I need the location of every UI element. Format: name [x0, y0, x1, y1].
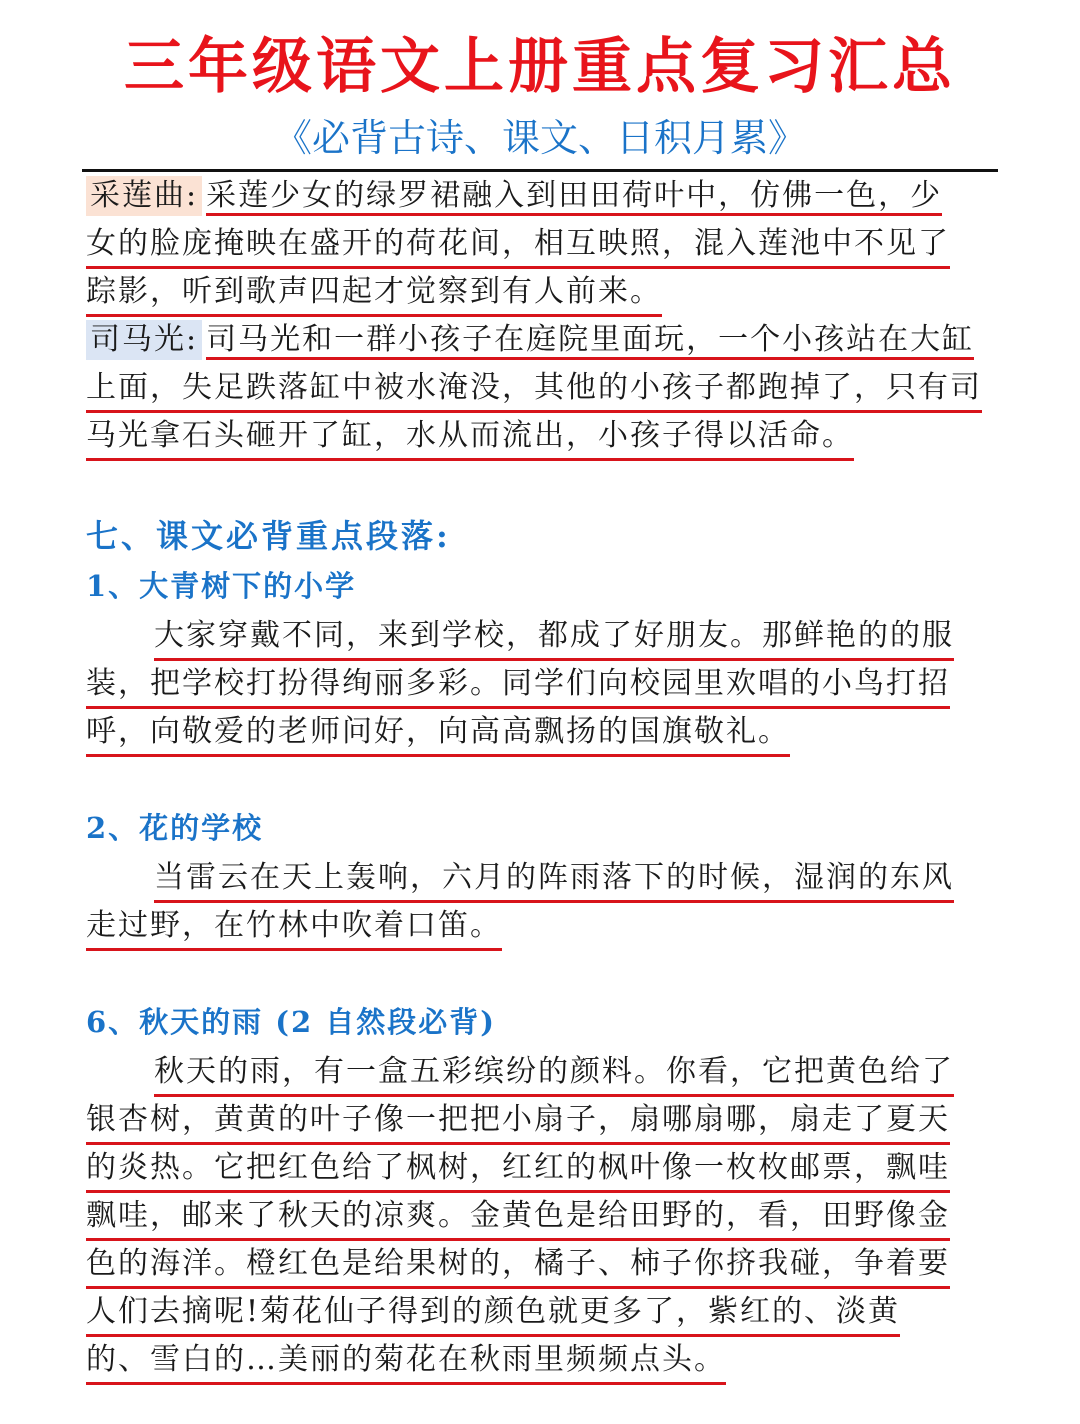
passage-line: 大家穿戴不同，来到学校，都成了好朋友。那鲜艳的的服 [154, 616, 954, 661]
passage-line: 飘哇，邮来了秋天的凉爽。金黄色是给田野的，看，田野像金 [86, 1196, 950, 1241]
poem-line [86, 176, 942, 218]
passage-line: 色的海洋。橙红色是给果树的，橘子、柿子你挤我碰，争着要 [86, 1244, 950, 1289]
page-subtitle: 《必背古诗、课文、日积月累》 [273, 116, 806, 160]
passage-line: 秋天的雨，有一盒五彩缤纷的颜料。你看，它把黄色给了 [154, 1052, 954, 1097]
top-divider [82, 169, 998, 172]
passage-title: 2、花的学校 [86, 811, 264, 845]
passage-line: 装，把学校打扮得绚丽多彩。同学们向校园里欢唱的小鸟打招 [86, 664, 950, 709]
passage-line: 的炎热。它把红色给了枫树，红红的枫叶像一枚枚邮票，飘哇 [86, 1148, 950, 1193]
poem-tag-simaguang: 司马光: [86, 320, 202, 360]
poem-line: 女的脸庞掩映在盛开的荷花间，相互映照，混入莲池中不见了 [86, 224, 950, 269]
poem-text: 司马光和一群小孩子在庭院里面玩，一个小孩站在大缸 [206, 322, 974, 360]
poem-line: 踪影，听到歌声四起才觉察到有人前来。 [86, 272, 662, 317]
passage-line: 呼，向敬爱的老师问好，向高高飘扬的国旗敬礼。 [86, 712, 790, 757]
poem-text: 采莲少女的绿罗裙融入到田田荷叶中，仿佛一色，少 [206, 178, 942, 216]
poem-line [86, 320, 974, 362]
poem-tag-cailianqu: 采莲曲: [86, 176, 202, 216]
passage-line: 当雷云在天上轰响，六月的阵雨落下的时候，湿润的东风 [154, 858, 954, 903]
poem-line: 上面，失足跌落缸中被水淹没，其他的小孩子都跑掉了，只有司 [86, 368, 982, 413]
passage-line: 银杏树，黄黄的叶子像一把把小扇子，扇哪扇哪，扇走了夏天 [86, 1100, 950, 1145]
passage-line: 的、雪白的…美丽的菊花在秋雨里频频点头。 [86, 1340, 726, 1385]
section-heading: 七、课文必背重点段落: [86, 517, 451, 555]
page-title: 三年级语文上册重点复习汇总 [124, 32, 956, 102]
passage-title: 6、秋天的雨 (2 自然段必背) [86, 1005, 496, 1039]
passage-line: 走过野，在竹林中吹着口笛。 [86, 906, 502, 951]
poem-line: 马光拿石头砸开了缸，水从而流出，小孩子得以活命。 [86, 416, 854, 461]
passage-title: 1、大青树下的小学 [86, 569, 357, 603]
passage-line: 人们去摘呢!菊花仙子得到的颜色就更多了，紫红的、淡黄 [86, 1292, 900, 1337]
